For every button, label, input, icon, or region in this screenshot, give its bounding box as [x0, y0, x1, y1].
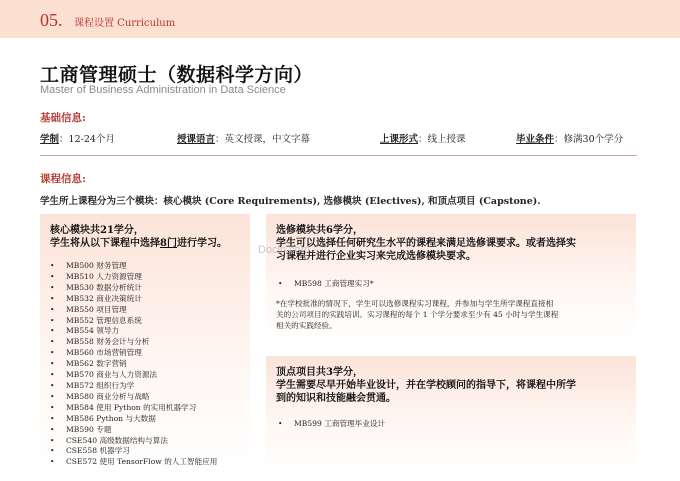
electives-note [276, 298, 558, 331]
list-item: • MB532 商业决策统计 [50, 294, 217, 305]
core-course-list [50, 261, 217, 468]
capstone-heading [276, 366, 576, 405]
info-graduation-key: 毕业条件 [516, 134, 555, 145]
list-item: • CSE558 机器学习 [50, 446, 217, 457]
electives-heading [276, 224, 576, 263]
list-item: • MB560 市场营销管理 [50, 348, 217, 359]
section-title: 课程设置 Curriculum [74, 18, 176, 29]
electives-module-card [266, 214, 636, 340]
program-title: 工商管理硕士（数据科学方向） [40, 64, 314, 86]
electives-note-line3: 相关的实践经验。 [276, 321, 337, 330]
core-heading-pre: 学生将从以下课程中选择 [50, 238, 160, 249]
core-heading-line1: 核心模块共21学分， [50, 225, 144, 236]
curriculum-intro: 学生所上课程分为三个模块：核心模块 (Core Requirements), 选修模块 (Electives), 和顶点项目 (Capstone). [40, 196, 541, 207]
list-item: • MB584 使用 Python 的实用机器学习 [50, 403, 217, 414]
capstone-item: • MB599 工商管理毕业设计 [278, 418, 385, 429]
core-heading-count: 8门 [160, 238, 177, 249]
core-heading-post: 进行学习。 [176, 238, 227, 249]
list-item: • MB570 商业与人力资源法 [50, 370, 217, 381]
list-item: • MB586 Python 与大数据 [50, 414, 217, 425]
capstone-module-card [266, 356, 636, 470]
list-item: • MB550 项目管理 [50, 305, 217, 316]
list-item: • CSE572 使用 TensorFlow 的人工智能应用 [50, 457, 217, 468]
list-item: • MB572 组织行为学 [50, 381, 217, 392]
list-item: • MB580 商业分析与战略 [50, 392, 217, 403]
list-item: • CSE540 高级数据结构与算法 [50, 436, 217, 447]
list-item: • MB554 领导力 [50, 326, 217, 337]
info-duration-value: 12-24个月 [68, 134, 115, 145]
list-item: • MB590 专题 [50, 425, 217, 436]
capstone-heading-line3: 到的知识和技能融会贯通。 [276, 393, 396, 404]
capstone-heading-line1: 顶点项目共3学分， [276, 367, 363, 378]
list-item: • MB562 数字营销 [50, 359, 217, 370]
info-duration-key: 学制 [40, 134, 60, 145]
program-subtitle: Master of Business Administration in Data Science [40, 84, 286, 96]
basic-info-label: 基础信息: [40, 112, 86, 124]
info-format-key: 上课形式 [380, 134, 419, 145]
capstone-heading-line2: 学生需要尽早开始毕业设计，并在学校顾问的指导下，将课程中所学 [276, 380, 576, 391]
info-duration: 学制：12-24个月 [40, 134, 115, 145]
section-number: 05. [40, 10, 63, 30]
list-item: • MB558 财务会计与分析 [50, 337, 217, 348]
electives-internship-item: • MB598 工商管理实习* [278, 278, 374, 289]
basic-info-row [40, 131, 640, 145]
electives-heading-line2: 学生可以选择任何研究生水平的课程来满足选修课要求。或者选择实 [276, 238, 576, 249]
list-item: • MB500 财务管理 [50, 261, 217, 272]
curriculum-info-label: 课程信息: [40, 173, 86, 185]
info-language-key: 授课语言 [177, 134, 216, 145]
info-language-value: 英文授课，中文字幕 [224, 134, 311, 145]
info-format: 上课形式：线上授课 [380, 134, 466, 145]
list-item: • MB552 管理信息系统 [50, 316, 217, 327]
electives-heading-line3: 习课程并进行企业实习来完成选修模块要求。 [276, 251, 476, 262]
info-graduation-value: 修满30个学分 [563, 134, 624, 145]
core-module-heading [50, 224, 227, 250]
electives-note-line2: 关的公司项目的实践培训。实习课程的每个 1 个学分要求至少有 45 小时与学生课程 [276, 310, 559, 319]
list-item: • MB530 数据分析统计 [50, 283, 217, 294]
core-module-card [40, 214, 250, 472]
core-heading-line2 [50, 237, 227, 250]
watermark: Docin.com [258, 244, 310, 256]
electives-heading-line1: 选修模块共6学分， [276, 225, 363, 236]
list-item: • MB510 人力资源管理 [50, 272, 217, 283]
divider [40, 155, 637, 156]
electives-note-line1: *在学校批准的情况下，学生可以选修课程实习课程，并参加与学生所学课程直接相 [276, 299, 554, 308]
info-language: 授课语言：英文授课，中文字幕 [177, 134, 311, 145]
info-format-value: 线上授课 [427, 134, 466, 145]
info-graduation: 毕业条件：修满30个学分 [516, 134, 624, 145]
